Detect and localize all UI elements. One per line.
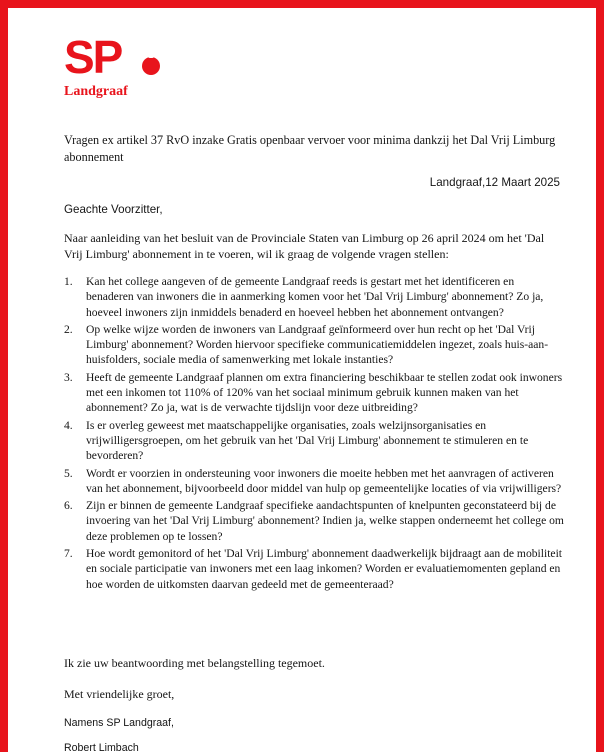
question-text: Kan het college aangeven of de gemeente Landgraaf reeds is gestart met het identificeren en benaderen van inwoners die in aanmerking komen voor het 'Dal Vrij Limburg' abonnement? Zo ja, hoeveel inwoners zijn inmiddels benaderd en hoeveel hebben het abonnement ontvangen?	[86, 275, 544, 319]
tomato-icon	[142, 57, 160, 75]
greeting: Met vriendelijke groet,	[64, 687, 175, 701]
question-text: Hoe wordt gemonitord of het 'Dal Vrij Limburg' abonnement daadwerkelijk bijdraagt aan de mobiliteit en sociale participatie van inwoners met een laag inkomen? Worden er evaluatiemomenten gepland en hoe worden de uitkomsten daarvan gedeeld met de gemeenteraad?	[86, 547, 563, 591]
question-number: 6.	[64, 499, 73, 513]
salutation: Geachte Voorzitter,	[64, 203, 163, 216]
question-number: 3.	[64, 370, 73, 384]
letter-page	[8, 8, 596, 752]
question-item	[64, 274, 564, 320]
sp-logo	[64, 31, 204, 110]
question-text: Is er overleg geweest met maatschappelijke organisaties, zoals welzijnsorganisaties en vrijwilligersgroepen, om het gebruik van het 'Dal Vrij Limburg' abonnement te stimuleren en te bevorderen?	[86, 418, 529, 463]
question-text: Wordt er voorzien in ondersteuning voor inwoners die moeite hebben met het aanvragen of activeren van het abonnement, bijvoorbeeld door middel van hulp op gemeentelijke locaties of via vrijwilligers?	[86, 466, 562, 495]
closing-sentence: Ik zie uw beantwoording met belangstelling tegemoet.	[64, 656, 325, 670]
question-item	[64, 466, 564, 497]
question-number: 1.	[64, 275, 73, 288]
question-item	[64, 498, 564, 544]
question-text: Op welke wijze worden de inwoners van Landgraaf geïnformeerd over hun recht op het 'Dal Vrij Limburg' abonnement? Worden hiervoor specifieke communicatiemiddelen ingezet, zoals huis-aan-huisfolders, sociale media of samenwerking met lokale instanties?	[86, 322, 549, 367]
question-text: Heeft de gemeente Landgraaf plannen om extra financiering beschikbaar te stellen zodat ook inwoners met een inkomen tot 110% of 120% van het sociaal minimum gebruik kunnen maken van het abonnement? Zo ja, wat is de verwachte tijdslijn voor deze uitbreiding?	[86, 370, 563, 415]
letter-date: Landgraaf,12 Maart 2025	[429, 176, 560, 189]
letter-subject: Vragen ex artikel 37 RvO inzake Gratis openbaar vervoer voor minima dankzij het Dal Vrij Limburg abonnement	[64, 133, 556, 164]
signature-on-behalf: Namens SP Landgraaf,	[64, 717, 174, 729]
question-number: 5.	[64, 466, 73, 480]
question-item	[64, 546, 564, 592]
logo-subtitle: Landgraaf	[64, 84, 128, 99]
intro-paragraph: Naar aanleiding van het besluit van de Provinciale Staten van Limburg op 26 april 2024 om het 'Dal Vrij Limburg' abonnement in te voeren, wil ik graag de volgende vragen stellen:	[64, 231, 545, 261]
signature-name: Robert Limbach	[64, 742, 139, 752]
logo-mark: SP	[64, 31, 122, 83]
question-number: 7.	[64, 547, 73, 561]
question-item	[64, 370, 564, 416]
question-item	[64, 322, 564, 368]
question-item	[64, 418, 564, 464]
tomato-leaf-icon	[148, 54, 154, 58]
question-text: Zijn er binnen de gemeente Landgraaf specifieke aandachtspunten of knelpunten geconstateerd bij de invoering van het 'Dal Vrij Limburg' abonnement? Indien ja, welke stappen onderneemt het college om deze problemen op te lossen?	[86, 499, 564, 543]
question-number: 2.	[64, 322, 73, 336]
question-list	[64, 274, 564, 594]
question-number: 4.	[64, 418, 73, 432]
